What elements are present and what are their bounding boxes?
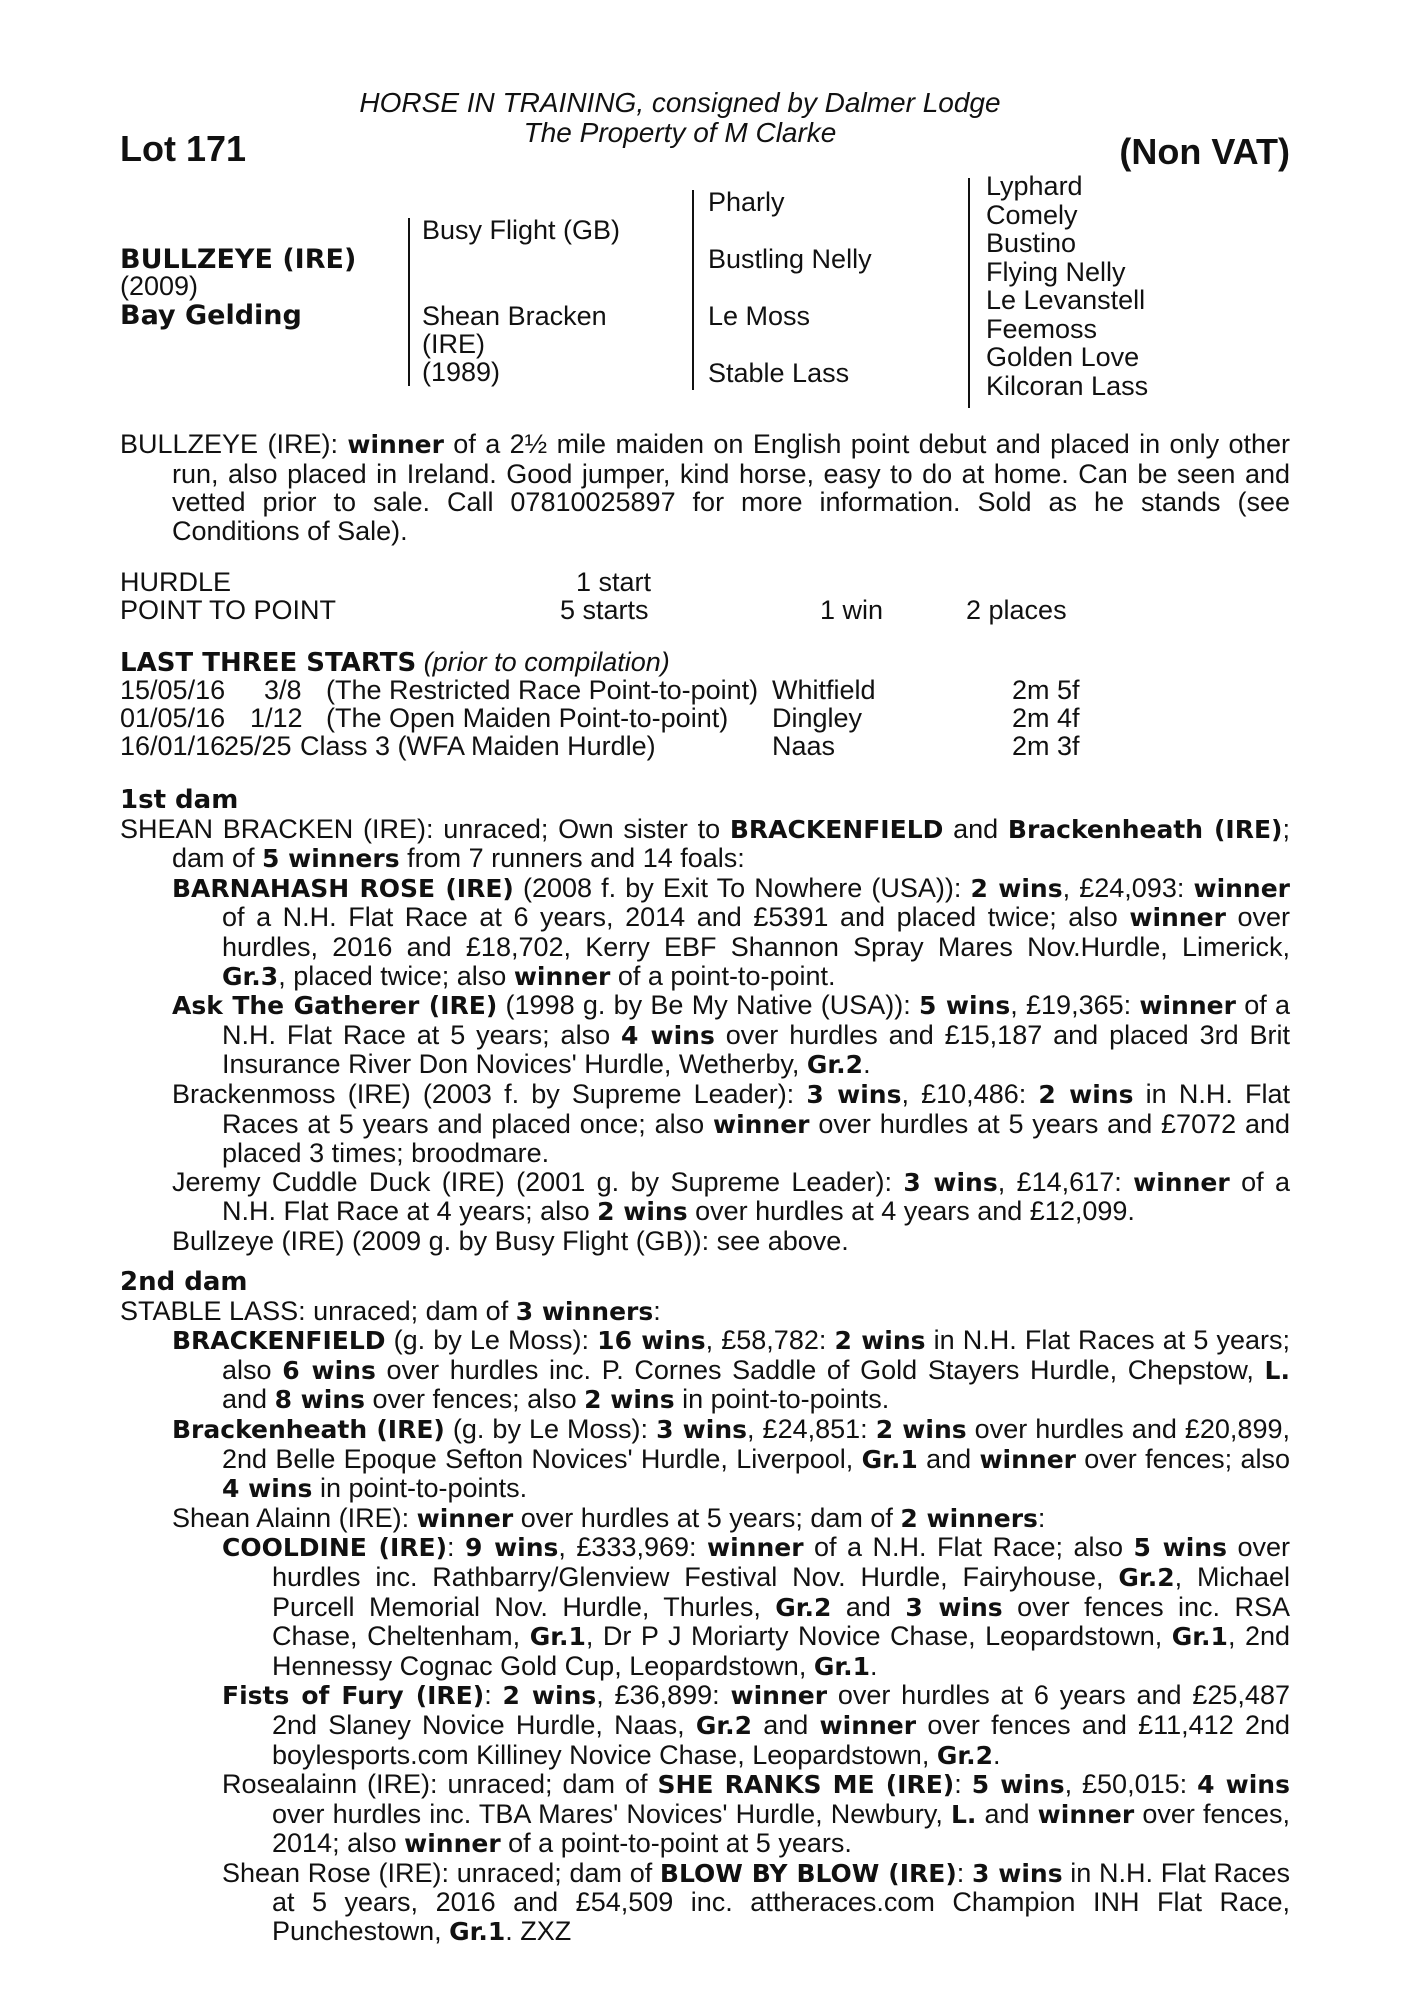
start-row-1-position: 3/8 [264, 675, 302, 705]
start-row-1-course: Whitfield [772, 675, 876, 705]
dam-origin: (IRE) [422, 329, 485, 359]
record-ptp-starts: 5 starts [560, 595, 649, 625]
start-row-1-race: (The Restricted Race Point-to-point) [326, 675, 759, 705]
record-hurdle-label: HURDLE [120, 567, 232, 597]
produce-fists-of-fury: Fists of Fury (IRE): 2 wins, £36,899: winner over hurdles at 6 years and £25,487 2nd Slaney Novice Hurdle, Naas, Gr.2 and winner over fences and £11,412 2nd boylesports.com Killiney Novice Chase, Leopardstown, Gr.2. [222, 1680, 1290, 1770]
pedigree-divider-2 [692, 190, 694, 390]
produce-brackenfield: BRACKENFIELD (g. by Le Moss): 16 wins, £58,782: 2 wins in N.H. Flat Races at 5 years; also 6 wins over hurdles inc. P. Cornes Saddle of Gold Stayers Hurdle, Chepstow, L. and 8 wins over fences; also 2 wins in point-to-points. [172, 1325, 1290, 1415]
second-dam-intro: STABLE LASS: unraced; dam of 3 winners: [120, 1295, 661, 1326]
last-three-heading: LAST THREE STARTS (prior to compilation) [120, 647, 670, 678]
pedigree-divider-1 [408, 218, 410, 386]
vat-status: (Non VAT) [1119, 131, 1290, 172]
produce-bullzeye: Bullzeye (IRE) (2009 g. by Busy Flight (GB)): see above. [172, 1225, 849, 1256]
sire-sire: Pharly [708, 187, 785, 217]
sire-dam: Bustling Nelly [708, 244, 872, 274]
record-ptp-wins: 1 win [820, 595, 884, 625]
dam: Shean Bracken [422, 301, 607, 331]
start-row-2-date: 01/05/16 [120, 703, 226, 733]
g-kilcoran-lass: Kilcoran Lass [986, 371, 1149, 401]
first-dam-heading: 1st dam [120, 785, 239, 815]
record-hurdle-starts: 1 start [576, 567, 652, 597]
start-row-2-course: Dingley [772, 703, 863, 733]
first-dam-section [120, 786, 1290, 1256]
g-lyphard: Lyphard [986, 171, 1083, 201]
horse-sex: Bay Gelding [120, 300, 302, 331]
start-row-2-distance: 2m 4f [1012, 703, 1080, 733]
start-row-1-distance: 2m 5f [1012, 675, 1080, 705]
record-ptp-places: 2 places [966, 595, 1067, 625]
produce-shean-rose: Shean Rose (IRE): unraced; dam of BLOW BY BLOW (IRE): 3 wins in N.H. Flat Races at 5 years, 2016 and £54,509 inc. attheraces.com Champion INH Flat Race, Punchestown, Gr.1. ZXZ [222, 1857, 1290, 1947]
first-dam-intro: SHEAN BRACKEN (IRE): unraced; Own sister to BRACKENFIELD and Brackenheath (IRE); dam of 5 winners from 7 runners and 14 foals: [120, 813, 1290, 874]
second-dam-heading: 2nd dam [120, 1267, 248, 1297]
g-le-levanstell: Le Levanstell [986, 285, 1146, 315]
start-row-3-date: 16/01/16 [120, 731, 226, 761]
horse-name: BULLZEYE (IRE) [120, 244, 357, 275]
consignment-line: HORSE IN TRAINING, consigned by Dalmer Lodge [359, 87, 1001, 118]
produce-rosealainn: Rosealainn (IRE): unraced; dam of SHE RANKS ME (IRE): 5 wins, £50,015: 4 wins over hurdles inc. TBA Mares' Novices' Hurdle, Newbury, L. and winner over fences, 2014; also winner of a point-to-point at 5 years. [222, 1769, 1290, 1859]
g-feemoss: Feemoss [986, 314, 1098, 344]
property-line: The Property of M Clarke [523, 117, 837, 148]
record-ptp-label: POINT TO POINT [120, 595, 337, 625]
g-comely: Comely [986, 200, 1078, 230]
start-row-2-race: (The Open Maiden Point-to-point) [326, 703, 729, 733]
produce-cooldine: COOLDINE (IRE): 9 wins, £333,969: winner of a N.H. Flat Race; also 5 wins over hurdles inc. Rathbarry/Glenview Festival Nov. Hurdle, Fairyhouse, Gr.2, Michael Purcell Memorial Nov. Hurdle, Thurles, Gr.2 and 3 wins over fences inc. RSA Chase, Cheltenham, Gr.1, Dr P J Moriarty Novice Chase, Leopardstown, Gr.1, 2nd Hennessy Cognac Gold Cup, Leopardstown, Gr.1. [222, 1532, 1291, 1681]
second-dam-section [120, 1268, 1290, 1947]
produce-shean-alainn: Shean Alainn (IRE): winner over hurdles at 5 years; dam of 2 winners: [172, 1502, 1046, 1533]
produce-brackenheath: Brackenheath (IRE) (g. by Le Moss): 3 wins, £24,851: 2 wins over hurdles and £20,899, 2nd Belle Epoque Sefton Novices' Hurdle, Liverpool, Gr.1 and winner over fences; also 4 wins in point-to-points. [172, 1413, 1290, 1504]
start-row-3-race: Class 3 (WFA Maiden Hurdle) [300, 731, 656, 761]
start-row-1-date: 15/05/16 [120, 675, 226, 705]
start-row-3-position: 25/25 [224, 731, 292, 761]
start-row-2-position: 1/12 [250, 703, 303, 733]
dam-dam: Stable Lass [708, 358, 850, 388]
produce-jeremy-cuddle-duck: Jeremy Cuddle Duck (IRE) (2001 g. by Supreme Leader): 3 wins, £14,617: winner of a N.H. Flat Race at 4 years; also 2 wins over hurdles at 4 years and £12,099. [172, 1166, 1290, 1227]
sire: Busy Flight (GB) [422, 215, 621, 245]
summary-paragraph: BULLZEYE (IRE): winner of a 2½ mile maiden on English point debut and placed in only other run, also placed in Ireland. Good jumper, kind horse, easy to do at home. Can be seen and vetted prior to sale. Call 07810025897 for more information. Sold as he stands (see Conditions of Sale). [120, 429, 1291, 546]
dam-year: (1989) [422, 357, 501, 387]
start-row-3-distance: 2m 3f [1012, 731, 1080, 761]
lot-number: Lot 171 [120, 128, 247, 169]
horse-year: (2009) [120, 271, 199, 301]
produce-brackenmoss: Brackenmoss (IRE) (2003 f. by Supreme Leader): 3 wins, £10,486: 2 wins in N.H. Flat Races at 5 years and placed once; also winner over hurdles at 5 years and £7072 and placed 3 times; broodmare. [172, 1078, 1291, 1169]
produce-barnahash-rose: BARNAHASH ROSE (IRE) (2008 f. by Exit To Nowhere (USA)): 2 wins, £24,093: winner of a N.H. Flat Race at 6 years, 2014 and £5391 and placed twice; also winner over hurdles, 2016 and £18,702, Kerry EBF Shannon Spray Mares Nov.Hurdle, Limerick, Gr.3, placed twice; also winner of a point-to-point. [172, 872, 1291, 991]
g-flying-nelly: Flying Nelly [986, 257, 1126, 287]
dam-sire: Le Moss [708, 301, 811, 331]
produce-ask-the-gatherer: Ask The Gatherer (IRE) (1998 g. by Be My Native (USA)): 5 wins, £19,365: winner of a N.H. Flat Race at 5 years; also 4 wins over hurdles and £15,187 and placed 3rd Brit Insurance River Don Novices' Hurdle, Wetherby, Gr.2. [172, 990, 1291, 1080]
start-row-3-course: Naas [772, 731, 836, 761]
g-golden-love: Golden Love [986, 342, 1140, 372]
g-bustino: Bustino [986, 228, 1077, 258]
pedigree-divider-3 [968, 178, 970, 408]
